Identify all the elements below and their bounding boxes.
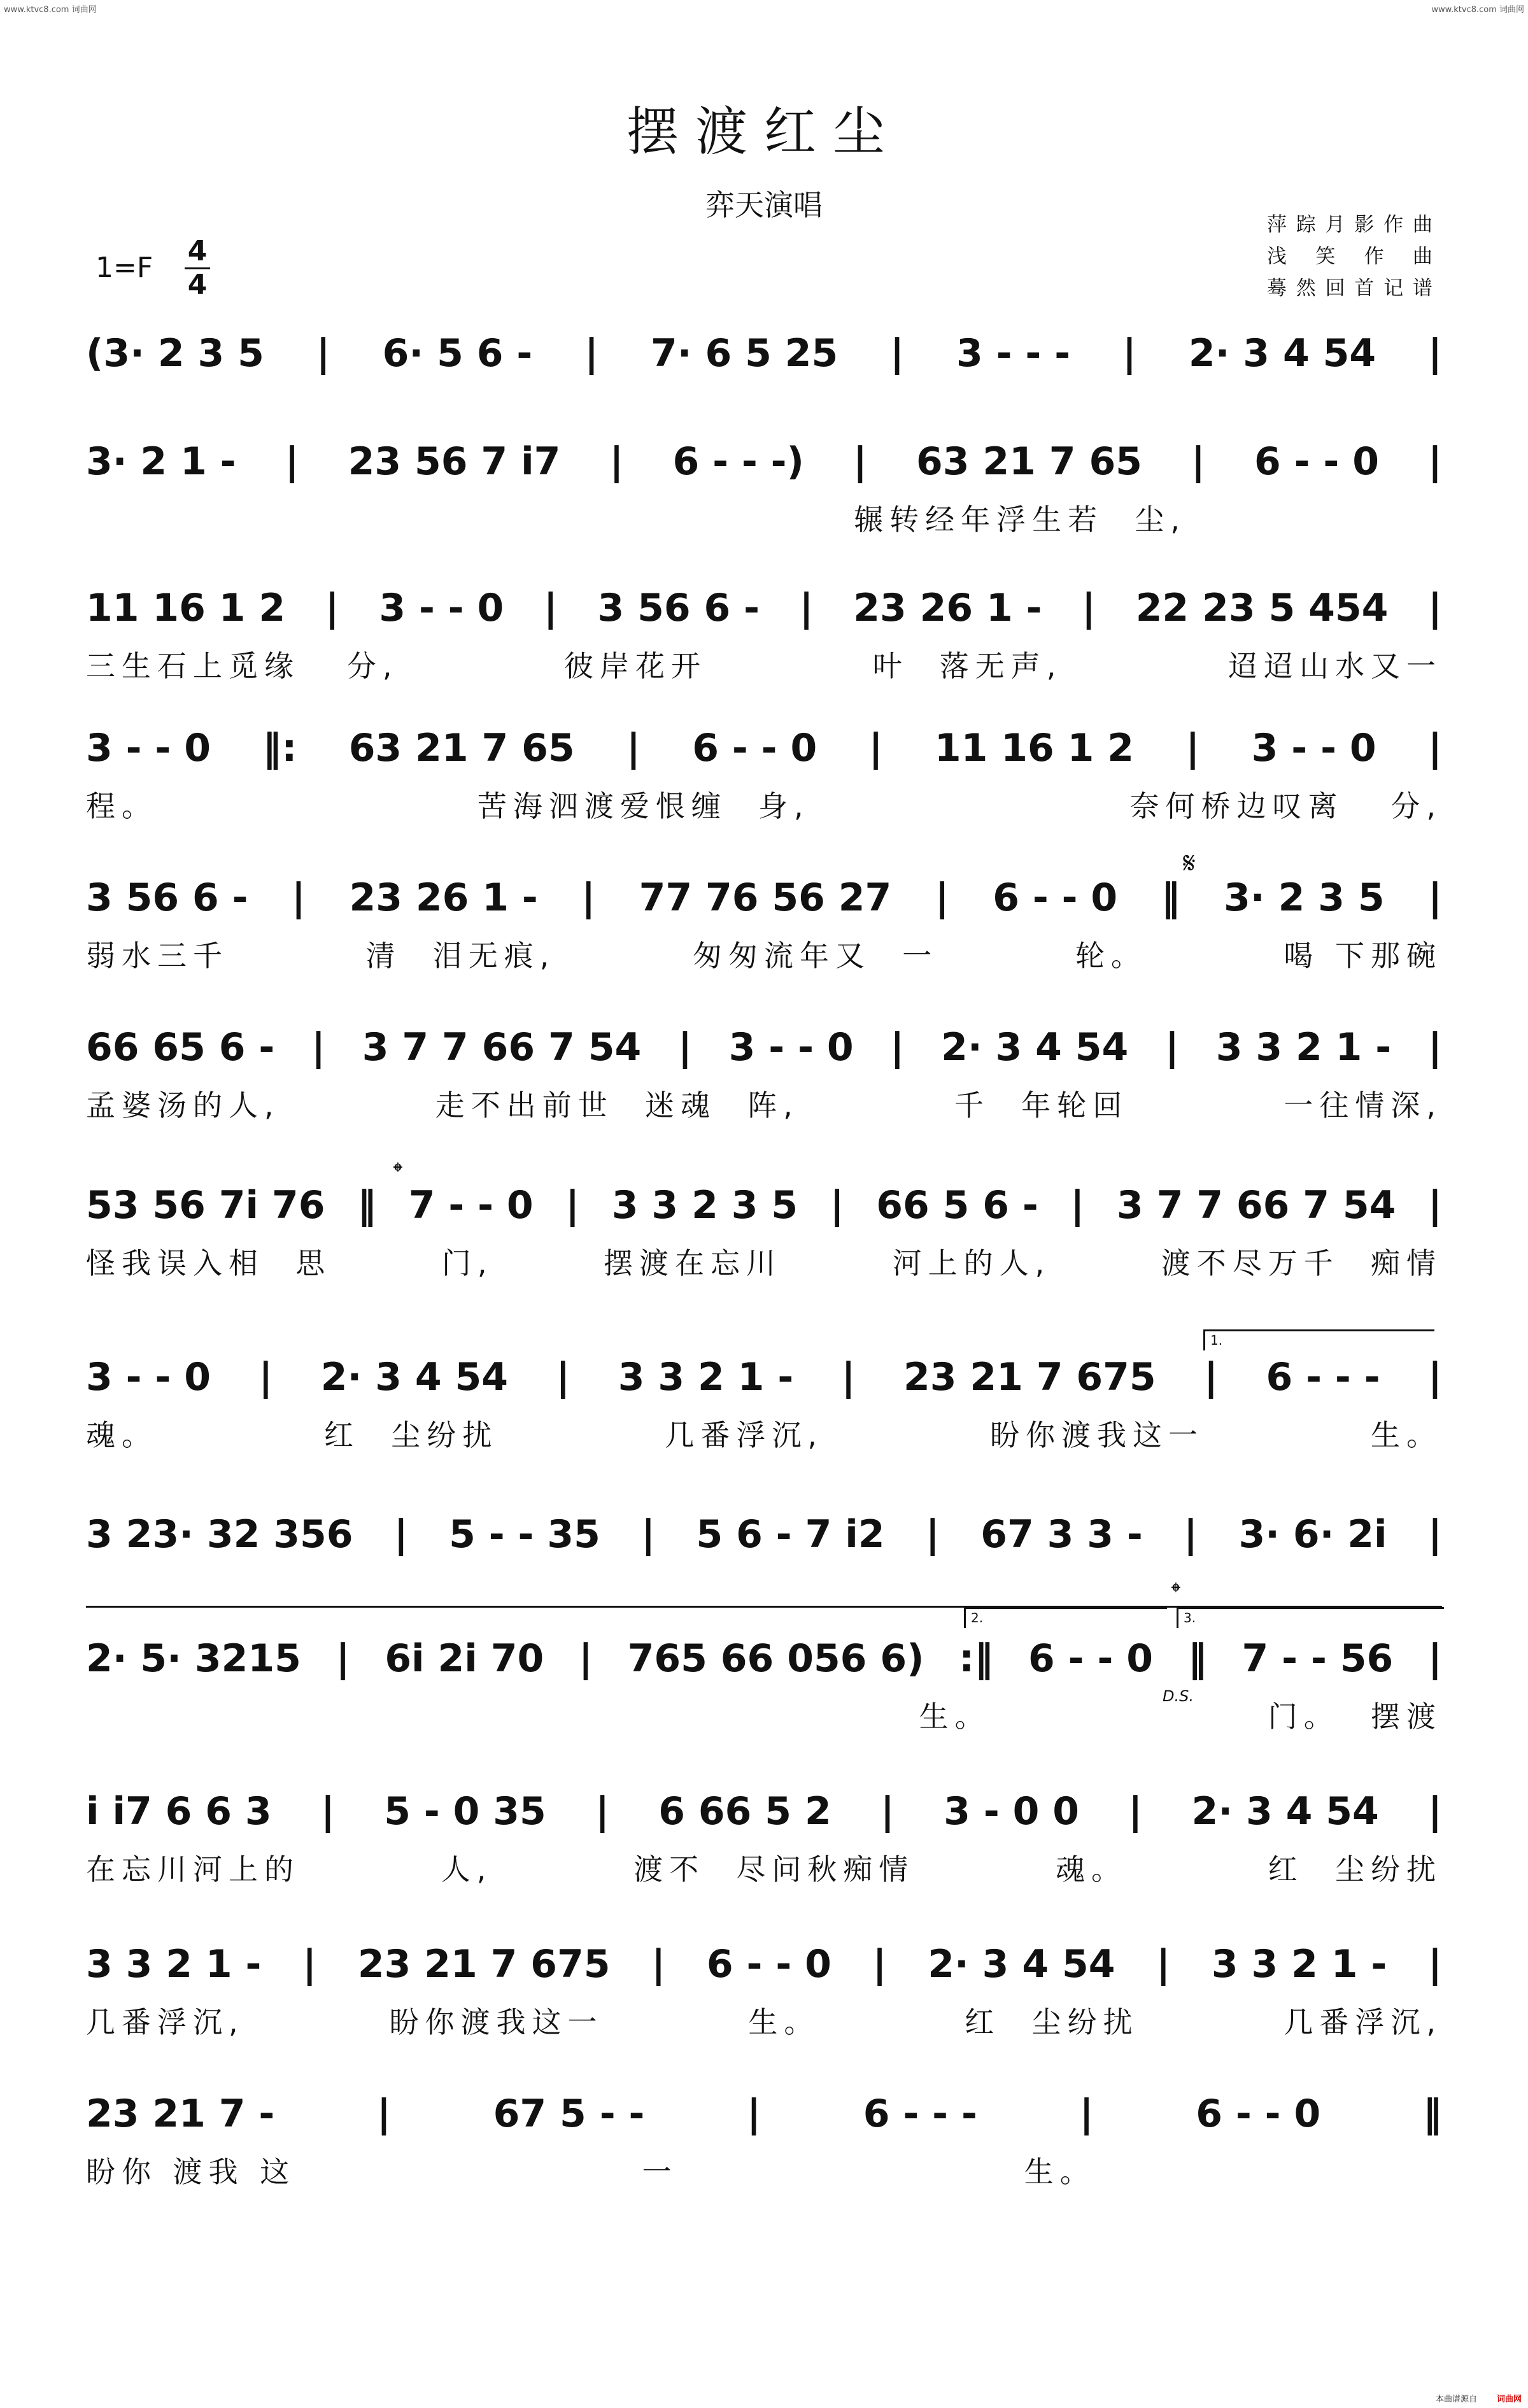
lyric-phrase: 千 年轮回 bbox=[954, 1088, 1129, 1123]
measure: 3 56 6 - bbox=[86, 875, 248, 920]
lyric-phrase: 魂。 bbox=[86, 1418, 157, 1452]
footer-site: 词曲网 bbox=[1496, 2395, 1522, 2404]
lyric-phrase: 几番浮沉, bbox=[86, 2005, 244, 2039]
barline: | bbox=[556, 1355, 570, 1399]
measure: 3 7 7 66 7 54 bbox=[362, 1025, 642, 1070]
barline: | bbox=[1427, 1183, 1442, 1228]
volta-3-label: 3. bbox=[1184, 1610, 1196, 1625]
lyric-phrase: 渡不 尽问秋痴情 bbox=[633, 1852, 915, 1887]
barline: | bbox=[925, 1512, 940, 1557]
barline: | bbox=[1079, 2092, 1094, 2136]
barline: | bbox=[677, 1025, 692, 1070]
lyric-phrase: 喝 下那碗 bbox=[1284, 938, 1442, 973]
coda-mark-2: 𝄌 bbox=[1171, 1578, 1180, 1607]
lyric-phrase: 盼你渡我这一 bbox=[989, 1418, 1204, 1452]
lyric-phrase: 河上的人, bbox=[892, 1246, 1051, 1280]
barline: ‖ bbox=[1422, 2092, 1442, 2136]
lyric-phrase: 生。 bbox=[919, 1699, 991, 1734]
time-denominator: 4 bbox=[187, 269, 208, 301]
notation-line bbox=[86, 1025, 1442, 1070]
lyric-phrase: 魂。 bbox=[1056, 1852, 1128, 1887]
measure: 3· 6· 2i bbox=[1238, 1512, 1387, 1557]
barline: | bbox=[302, 1942, 317, 1987]
measure: i i7 6 6 3 bbox=[86, 1789, 272, 1834]
lyric-phrase: 彼岸花开 bbox=[564, 649, 707, 683]
measure: 67 5 - - bbox=[493, 2092, 645, 2136]
barline: | bbox=[1428, 1512, 1442, 1557]
barline: | bbox=[841, 1355, 856, 1399]
measure: 23 21 7 675 bbox=[357, 1942, 611, 1987]
barline: | bbox=[1191, 439, 1205, 484]
ds-mark: D.S. bbox=[1163, 1687, 1194, 1705]
key-signature: 1=F bbox=[96, 251, 153, 284]
measure: 11 16 1 2 bbox=[934, 726, 1134, 770]
lyric-phrase: 几番浮沉, bbox=[665, 1418, 823, 1452]
lyric-phrase: 孟婆汤的人, bbox=[86, 1088, 280, 1123]
measure: 3 56 6 - bbox=[597, 586, 760, 630]
measure: 6· 5 6 - bbox=[382, 331, 533, 376]
notation-line bbox=[86, 586, 1442, 630]
barline: | bbox=[377, 2092, 391, 2136]
coda-mark-1: 𝄌 bbox=[393, 1158, 402, 1187]
barline: | bbox=[872, 1942, 887, 1987]
barline: | bbox=[853, 439, 867, 484]
lyric-phrase: 程。 bbox=[86, 789, 157, 823]
lyric-phrase: 门, bbox=[441, 1246, 493, 1280]
credit-composer-1: 萍踪月影作曲 bbox=[1267, 213, 1432, 236]
barline: | bbox=[1070, 1183, 1085, 1228]
measure: 3 3 2 1 - bbox=[1215, 1025, 1392, 1070]
barline: | bbox=[320, 1789, 335, 1834]
barline: | bbox=[1122, 331, 1136, 376]
lyric-phrase: 红 尘纷扰 bbox=[965, 2005, 1139, 2039]
measure: 23 21 7 - bbox=[86, 2092, 275, 2136]
lyrics-line bbox=[86, 1846, 1442, 1888]
volta-3 bbox=[1177, 1607, 1444, 1628]
measure: 3 7 7 66 7 54 bbox=[1116, 1183, 1396, 1228]
credit-composer-2: 浅 笑 作 曲 bbox=[1267, 245, 1432, 268]
measure: 2· 3 4 54 bbox=[941, 1025, 1129, 1070]
measure: 23 26 1 - bbox=[853, 586, 1042, 630]
barline: | bbox=[325, 586, 339, 630]
lyrics-line bbox=[86, 1999, 1442, 2041]
lyrics-line bbox=[86, 643, 1442, 685]
barline: | bbox=[641, 1512, 656, 1557]
measure: 5 6 - 7 i2 bbox=[696, 1512, 885, 1557]
lyric-phrase: 门。 摆渡 bbox=[1268, 1699, 1442, 1734]
barline: | bbox=[578, 1636, 593, 1681]
measure: 3 - - - bbox=[956, 331, 1071, 376]
lyric-phrase: 轮。 bbox=[1075, 938, 1147, 973]
notation-line bbox=[86, 439, 1442, 484]
credits bbox=[1267, 209, 1432, 304]
measure: 3· 2 1 - bbox=[86, 439, 236, 484]
measure: 2· 5· 3215 bbox=[86, 1636, 301, 1681]
barline: | bbox=[799, 586, 814, 630]
lyric-phrase: 生。 bbox=[1024, 2155, 1096, 2189]
song-title: 摆渡红尘 bbox=[626, 102, 902, 162]
barline: ‖ bbox=[1161, 875, 1180, 920]
lyric-phrase: 生。 bbox=[1371, 1418, 1442, 1452]
lyric-phrase: 怪我误入相 思 bbox=[86, 1246, 332, 1280]
measure: 5 - 0 35 bbox=[384, 1789, 546, 1834]
lyric-phrase: 苦海泗渡爱恨缠 身, bbox=[477, 789, 810, 823]
measure: 2· 3 4 54 bbox=[1191, 1789, 1379, 1834]
measure: 6 - - - bbox=[863, 2092, 977, 2136]
measure: 3 - - 0 bbox=[1251, 726, 1376, 770]
barline: | bbox=[1428, 875, 1442, 920]
barline: | bbox=[1428, 439, 1442, 484]
lyric-phrase: 奈何桥边叹离 分, bbox=[1129, 789, 1442, 823]
measure: 3 - - 0 bbox=[86, 726, 211, 770]
lyric-phrase: 盼你渡我这一 bbox=[389, 2005, 604, 2039]
barline: | bbox=[393, 1512, 408, 1557]
lyric-phrase: 红 尘纷扰 bbox=[1268, 1852, 1442, 1887]
measure: 63 21 7 65 bbox=[916, 439, 1142, 484]
barline: | bbox=[626, 726, 640, 770]
singer-line: 弈天演唱 bbox=[705, 188, 823, 222]
lyric-phrase: 盼你 渡我 这 bbox=[86, 2155, 296, 2189]
lyric-phrase: 一往情深, bbox=[1284, 1088, 1442, 1123]
barline: | bbox=[565, 1183, 580, 1228]
measure: 3 - - 0 bbox=[728, 1025, 854, 1070]
measure: 11 16 1 2 bbox=[86, 586, 286, 630]
measure: 6 - - 0 bbox=[706, 1942, 831, 1987]
barline: | bbox=[1128, 1789, 1143, 1834]
barline: | bbox=[1165, 1025, 1179, 1070]
measure: 6i 2i 70 bbox=[385, 1636, 544, 1681]
notation-line bbox=[86, 726, 1442, 770]
measure: 3 - - 0 bbox=[86, 1355, 211, 1399]
barline: | bbox=[1184, 1512, 1198, 1557]
barline: | bbox=[311, 1025, 325, 1070]
measure: 23 56 7 i7 bbox=[348, 439, 561, 484]
barline: | bbox=[543, 586, 558, 630]
barline: | bbox=[880, 1789, 895, 1834]
lyrics-line bbox=[86, 497, 1442, 539]
volta-1-label: 1. bbox=[1210, 1333, 1223, 1348]
volta-2-label: 2. bbox=[971, 1610, 984, 1625]
notation-line bbox=[86, 1355, 1442, 1399]
measure: (3· 2 3 5 bbox=[86, 331, 264, 376]
measure: 6 - - -) bbox=[672, 439, 804, 484]
measure: 765 66 056 6) bbox=[627, 1636, 924, 1681]
barline: | bbox=[890, 331, 905, 376]
barline: | bbox=[336, 1636, 350, 1681]
barline: | bbox=[890, 1025, 905, 1070]
watermark-left: www.ktvc8.com 词曲网 bbox=[4, 5, 97, 15]
measure: 2· 3 4 54 bbox=[928, 1942, 1115, 1987]
measure: 6 - - - bbox=[1266, 1355, 1380, 1399]
measure: 6 - - 0 bbox=[1028, 1636, 1153, 1681]
barline: | bbox=[1428, 331, 1442, 376]
volta-1 bbox=[1203, 1329, 1434, 1350]
lyric-phrase: 在忘川河上的 bbox=[86, 1852, 300, 1887]
measure: 67 3 3 - bbox=[980, 1512, 1143, 1557]
barline: | bbox=[1204, 1355, 1219, 1399]
measure: 66 65 6 - bbox=[86, 1025, 275, 1070]
barline: | bbox=[747, 2092, 761, 2136]
measure: 23 26 1 - bbox=[349, 875, 538, 920]
barline: ‖ bbox=[357, 1183, 377, 1228]
barline: | bbox=[935, 875, 949, 920]
lyrics-line bbox=[86, 1412, 1442, 1454]
volta-2 bbox=[964, 1607, 1167, 1628]
measure: 3 - - 0 bbox=[379, 586, 504, 630]
lyric-phrase: 红 尘纷扰 bbox=[324, 1418, 499, 1452]
barline: | bbox=[316, 331, 330, 376]
lyric-phrase: 三生石上觅缘 分, bbox=[86, 649, 399, 683]
measure: 63 21 7 65 bbox=[348, 726, 575, 770]
notation-line bbox=[86, 1942, 1442, 1987]
watermark-right: www.ktvc8.com 词曲网 bbox=[1431, 5, 1524, 15]
notation-line bbox=[86, 1789, 1442, 1834]
notation-line bbox=[86, 331, 1442, 376]
barline: :‖ bbox=[959, 1636, 994, 1681]
barline: | bbox=[1428, 1942, 1442, 1987]
barline: | bbox=[1156, 1942, 1171, 1987]
lyric-phrase: 走不出前世 迷魂 阵, bbox=[435, 1088, 799, 1123]
lyric-phrase: 生。 bbox=[748, 2005, 820, 2039]
barline: | bbox=[830, 1183, 844, 1228]
lyrics-line bbox=[86, 1694, 1442, 1736]
measure: 6 - - 0 bbox=[1196, 2092, 1321, 2136]
barline: | bbox=[595, 1789, 609, 1834]
measure: 3 3 2 1 - bbox=[1211, 1942, 1387, 1987]
barline: | bbox=[1428, 1636, 1442, 1681]
barline: | bbox=[1082, 586, 1096, 630]
measure: 6 66 5 2 bbox=[658, 1789, 831, 1834]
credit-transcriber: 蓦然回首记谱 bbox=[1267, 277, 1432, 300]
lyrics-line bbox=[86, 2149, 1442, 2191]
segno-mark: 𝄋 bbox=[1183, 846, 1196, 880]
measure: 66 5 6 - bbox=[876, 1183, 1038, 1228]
lyric-phrase: 匆匆流年又 一 bbox=[693, 938, 938, 973]
lyric-phrase: 摆渡在忘川 bbox=[604, 1246, 782, 1280]
barline: | bbox=[1427, 1025, 1442, 1070]
measure: 2· 3 4 54 bbox=[320, 1355, 508, 1399]
barline: | bbox=[651, 1942, 666, 1987]
lyric-phrase: 迢迢山水又一 bbox=[1227, 649, 1442, 683]
barline: | bbox=[1427, 726, 1442, 770]
measure: 3 3 2 1 - bbox=[618, 1355, 794, 1399]
lyric-phrase: 渡不尽万千 痴情 bbox=[1161, 1246, 1442, 1280]
measure: 2· 3 4 54 bbox=[1188, 331, 1376, 376]
barline: | bbox=[1428, 1789, 1442, 1834]
lyrics-line bbox=[86, 933, 1442, 975]
lyric-phrase: 叶 落无声, bbox=[872, 649, 1063, 683]
lyric-phrase: 弱水三千 bbox=[86, 938, 229, 973]
barline: | bbox=[609, 439, 624, 484]
time-numerator: 4 bbox=[185, 236, 210, 269]
measure: 6 - - 0 bbox=[692, 726, 817, 770]
barline: | bbox=[868, 726, 883, 770]
measure: 77 76 56 27 bbox=[639, 875, 892, 920]
notation-line bbox=[86, 1636, 1442, 1681]
barline: | bbox=[584, 331, 599, 376]
lyrics-line bbox=[86, 1240, 1442, 1282]
measure: 3 3 2 3 5 bbox=[611, 1183, 798, 1228]
barline: | bbox=[285, 439, 299, 484]
footer-source: 本曲谱源自 bbox=[1435, 2395, 1477, 2404]
barline: | bbox=[1428, 1355, 1442, 1399]
notation-line bbox=[86, 1512, 1442, 1557]
barline: | bbox=[1185, 726, 1200, 770]
measure: 7· 6 5 25 bbox=[651, 331, 838, 376]
measure: 5 - - 35 bbox=[449, 1512, 600, 1557]
time-signature bbox=[185, 236, 210, 301]
notation-line bbox=[86, 1183, 1442, 1228]
lyrics-line bbox=[86, 1082, 1442, 1124]
measure: 22 23 5 454 bbox=[1135, 586, 1389, 630]
lyrics-line bbox=[86, 783, 1442, 825]
measure: 7 - - 56 bbox=[1242, 1636, 1394, 1681]
lyric-phrase: 清 泪无痕, bbox=[365, 938, 556, 973]
measure: 53 56 7i 76 bbox=[86, 1183, 325, 1228]
notation-line bbox=[86, 875, 1442, 920]
lyric-phrase: 辗转经年浮生若 尘, bbox=[854, 502, 1186, 537]
barline: | bbox=[581, 875, 596, 920]
barline: | bbox=[258, 1355, 273, 1399]
barline: | bbox=[292, 875, 306, 920]
barline: | bbox=[1427, 586, 1442, 630]
measure: 6 - - 0 bbox=[993, 875, 1118, 920]
lyric-phrase: 几番浮沉, bbox=[1284, 2005, 1442, 2039]
measure: 3 - 0 0 bbox=[944, 1789, 1080, 1834]
barline: ‖: bbox=[262, 726, 297, 770]
barline: ‖ bbox=[1187, 1636, 1207, 1681]
lyric-phrase: 人, bbox=[441, 1852, 493, 1887]
notation-line bbox=[86, 2092, 1442, 2136]
measure: 7 - - 0 bbox=[408, 1183, 534, 1228]
measure: 23 21 7 675 bbox=[903, 1355, 1156, 1399]
measure: 6 - - 0 bbox=[1254, 439, 1379, 484]
measure: 3 3 2 1 - bbox=[86, 1942, 262, 1987]
lyric-phrase: 一 bbox=[642, 2155, 678, 2189]
measure: 3 23· 32 356 bbox=[86, 1512, 353, 1557]
measure: 3· 2 3 5 bbox=[1224, 875, 1385, 920]
